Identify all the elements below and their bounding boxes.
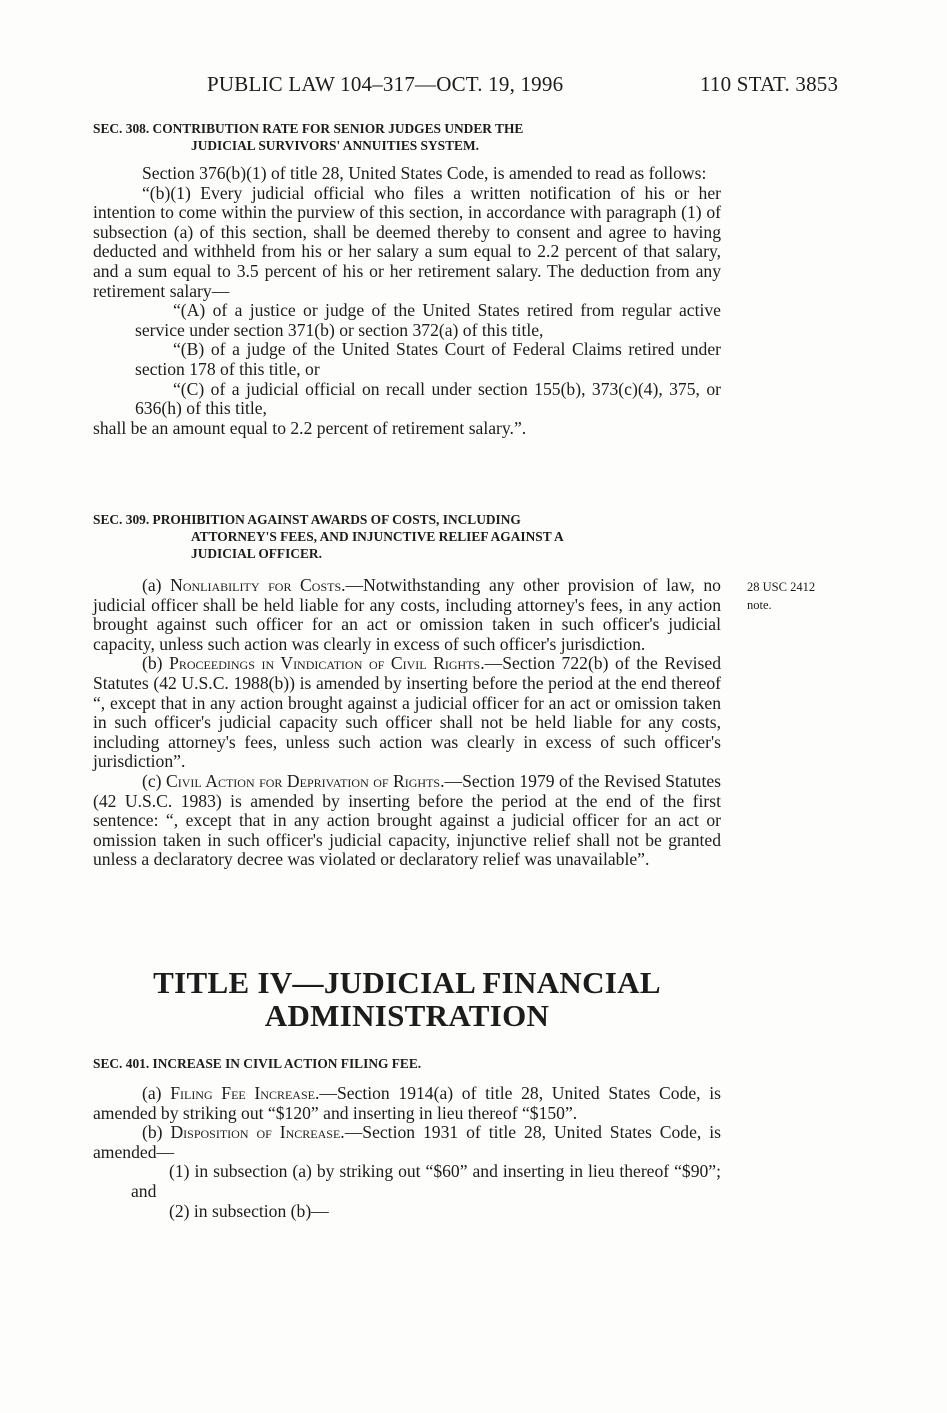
section-309-heading-line1: SEC. 309. PROHIBITION AGAINST AWARDS OF COSTS, INCLUDING [93, 512, 521, 527]
page-header [0, 72, 947, 102]
section-401-subsection-a [93, 1084, 721, 1123]
subsection-caption: Filing Fee Increase. [170, 1083, 320, 1103]
section-309-heading [93, 511, 721, 562]
section-309 [93, 511, 721, 870]
section-308-item-b: “(B) of a judge of the United States Court of Federal Claims retired under section 178 of this title, or [135, 339, 721, 379]
section-309-heading-line3: JUDICIAL OFFICER. [191, 546, 322, 561]
section-308-item-a: “(A) of a justice or judge of the United States retired from regular active service under section 371(b) or section 372(a) of this title, [135, 300, 721, 340]
subsection-caption: Disposition of Increase. [170, 1122, 345, 1143]
section-308-item-c: “(C) of a judicial official on recall under section 155(b), 373(c)(4), 375, or 636(h) of this title, [135, 378, 721, 419]
subsection-text: —Section 1931 of title 28, United States Code, is amended— [93, 1122, 721, 1162]
title-iv-line1: TITLE IV—JUDICIAL FINANCIAL [153, 965, 661, 1000]
section-401-heading: SEC. 401. INCREASE IN CIVIL ACTION FILING FEE. [93, 1056, 422, 1071]
section-309-subsection-b [93, 654, 721, 772]
section-308 [93, 120, 721, 438]
subsection-caption: Civil Action for Deprivation of Rights. [166, 770, 445, 791]
section-401-item-2: (2) in subsection (b)— [169, 1200, 329, 1221]
section-308-heading [93, 120, 721, 154]
margin-note-line1: 28 USC 2412 [747, 580, 816, 594]
section-401 [93, 1055, 721, 1221]
subsection-text: —Notwithstanding any other provision of law, no judicial officer shall be held liable for any costs, including attorney's fees, in any action brought against such officer for an act or omission taken in such officer's judicial capacity, unless such action was clearly in excess of such officer's jurisdiction. [93, 575, 721, 654]
public-law-citation: PUBLIC LAW 104–317—OCT. 19, 1996 [207, 72, 564, 96]
section-308-closing: shall be an amount equal to 2.2 percent of retirement salary.”. [93, 417, 527, 438]
section-309-subsection-a [93, 576, 721, 654]
subsection-text: —Section 1979 of the Revised Statutes (42 U.S.C. 1983) is amended by inserting before the period at the end of the first sentence: “, except that in any action brought against a judicial officer for an act or omission taken in such officer's judicial capacity, injunctive relief shall not be granted unless a declaratory decree was violated or declaratory relief was unavailable”. [93, 770, 721, 870]
subsection-label: (a) [142, 575, 171, 595]
section-401-subsection-b [93, 1123, 721, 1162]
section-308-heading-line1: SEC. 308. CONTRIBUTION RATE FOR SENIOR JUDGES UNDER THE [93, 121, 524, 136]
title-iv-line2: ADMINISTRATION [264, 998, 550, 1033]
subsection-caption: Proceedings in Vindication of Civil Rights. [169, 653, 485, 674]
section-308-heading-line2: JUDICIAL SURVIVORS' ANNUITIES SYSTEM. [191, 138, 479, 153]
section-401-item-1: (1) in subsection (a) by striking out “$60” and inserting in lieu thereof “$90”; and [131, 1161, 721, 1201]
title-iv-heading [93, 966, 721, 1032]
margin-note-line2: note. [747, 598, 772, 612]
subsection-label: (b) [142, 653, 170, 674]
subsection-caption: Nonliability for Costs. [170, 575, 346, 595]
section-309-heading-line2: ATTORNEY'S FEES, AND INJUNCTIVE RELIEF AGAINST A [191, 529, 564, 544]
margin-citation-note [747, 578, 815, 614]
section-308-intro: Section 376(b)(1) of title 28, United States Code, is amended to read as follows: [142, 163, 707, 183]
subsection-label: (a) [142, 1083, 171, 1103]
statute-page-number: 110 STAT. 3853 [700, 72, 839, 96]
subsection-text: —Section 1914(a) of title 28, United States Code, is amended by striking out “$120” and inserting in lieu thereof “$150”. [93, 1083, 721, 1123]
section-308-quoted-text: “(b)(1) Every judicial official who files a written notification of his or her intention to come within the purview of this section, in accordance with paragraph (1) of subsection (a) of this section, shall be deemed thereby to consent and agree to having deducted and withheld from his or her salary a sum equal to 2.2 percent of that salary, and a sum equal to 3.5 percent of his or her retirement salary. The deduction from any retirement salary— [93, 182, 721, 301]
subsection-label: (c) [142, 770, 167, 791]
subsection-text: —Section 722(b) of the Revised Statutes (42 U.S.C. 1988(b)) is amended by inserting before the period at the end thereof “, except that in any action brought against a judicial officer for an act or omission taken in such officer's judicial capacity such officer shall not be held liable for any costs, including attorney's fees, unless such action was clearly in excess of such officer's jurisdiction”. [93, 653, 721, 772]
subsection-label: (b) [142, 1122, 171, 1143]
section-309-subsection-c [93, 772, 721, 870]
